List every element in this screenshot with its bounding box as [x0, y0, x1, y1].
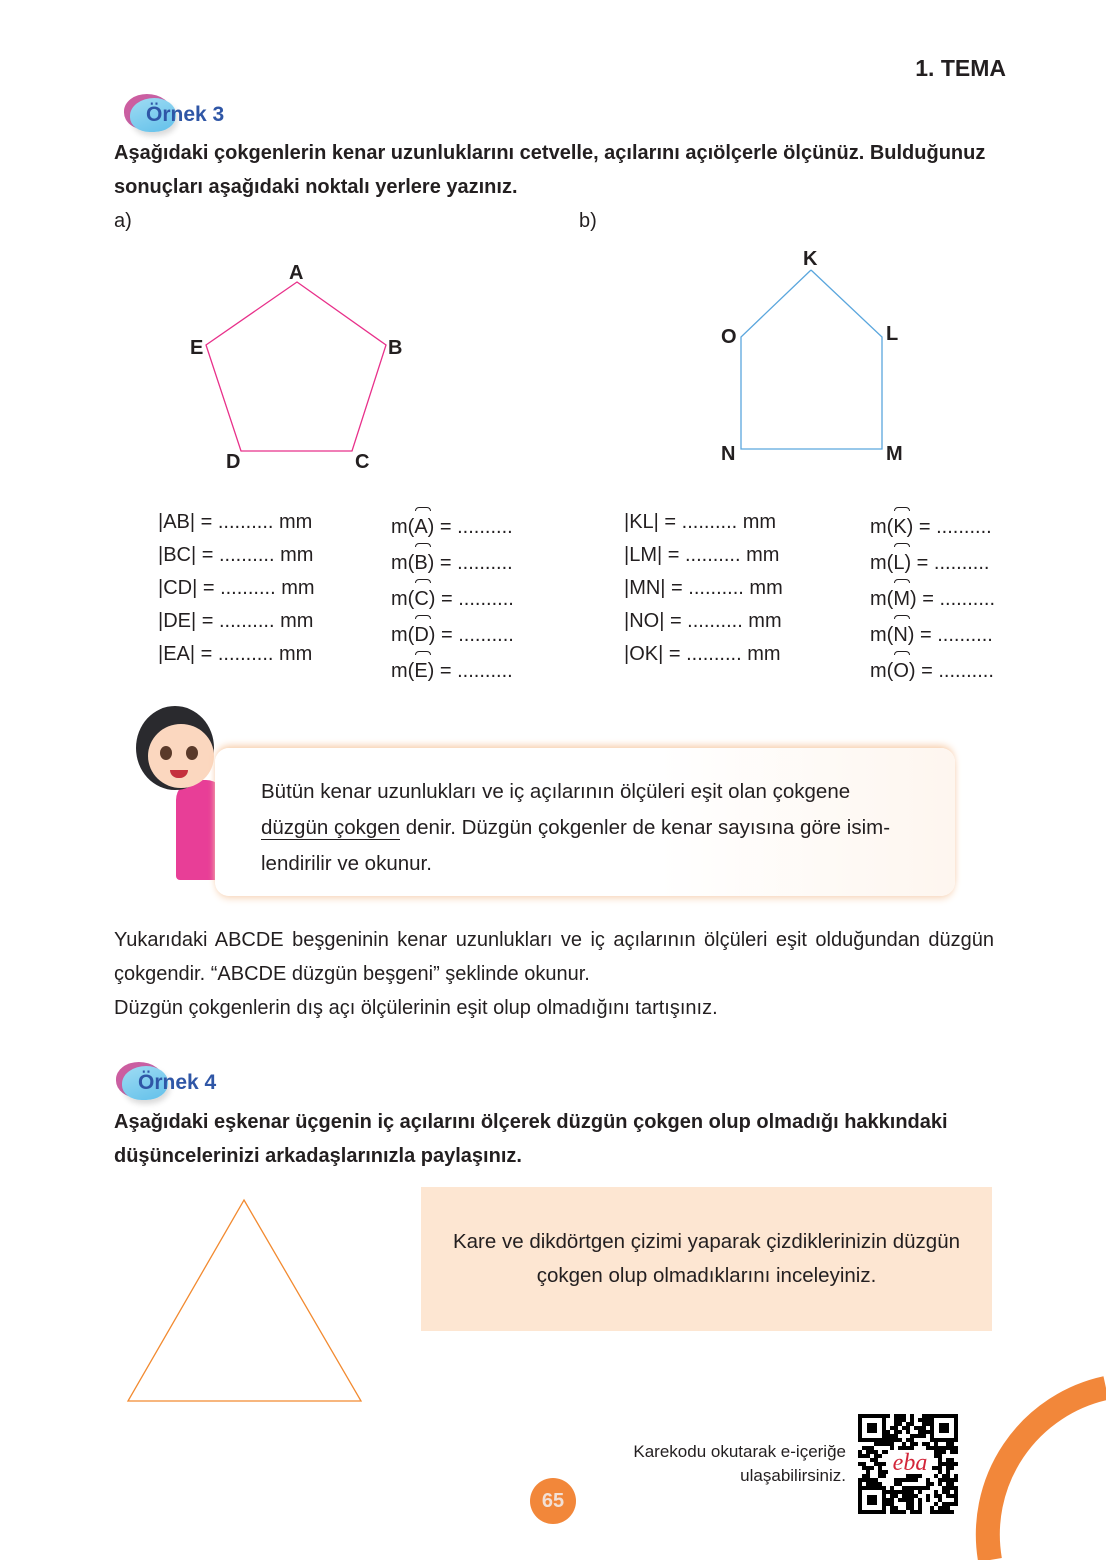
- qr-caption-line: Karekodu okutarak e-içeriğe: [633, 1442, 846, 1461]
- side-measure: |MN| = .......... mm: [624, 577, 783, 599]
- angle-vertex: M: [893, 580, 910, 616]
- example-3-title: Örnek 3: [146, 103, 225, 126]
- angle-vertex: A: [414, 508, 427, 544]
- equilateral-triangle: [0, 1190, 400, 1410]
- house-sides-list: [624, 506, 783, 671]
- side-measure: |KL| = .......... mm: [624, 511, 777, 533]
- part-b-label: b): [579, 210, 597, 232]
- part-a-label: a): [114, 210, 132, 232]
- page-number: 65: [530, 1478, 576, 1524]
- eba-logo: eba: [892, 1450, 928, 1476]
- vertex-C: C: [355, 451, 370, 473]
- pentagon-angles-list: [391, 508, 514, 688]
- angle-vertex: C: [414, 580, 428, 616]
- angle-vertex: D: [414, 616, 428, 652]
- example-4-title: Örnek 4: [138, 1071, 217, 1094]
- angle-vertex: K: [893, 508, 906, 544]
- side-measure: |CD| = .......... mm: [158, 577, 315, 599]
- callout-line: lendirilir ve okunur.: [261, 852, 432, 875]
- pentagon: [206, 282, 386, 451]
- side-measure: |BC| = .......... mm: [158, 544, 314, 566]
- vertex-K: K: [803, 248, 818, 270]
- angle-measure: m( E) = ..........: [391, 652, 514, 688]
- angle-vertex: N: [893, 616, 907, 652]
- vertex-A: A: [289, 262, 304, 284]
- side-measure: |EA| = .......... mm: [158, 643, 313, 665]
- theme-label: 1. TEMA: [915, 55, 1006, 81]
- vertex-B: B: [388, 337, 403, 359]
- qr-code[interactable]: [858, 1414, 960, 1514]
- side-measure: |NO| = .......... mm: [624, 610, 782, 632]
- angle-measure: m( O) = ..........: [870, 652, 995, 688]
- qr-caption-line: ulaşabilirsiniz.: [740, 1466, 846, 1485]
- angle-vertex: E: [414, 652, 427, 688]
- tip-box: Kare ve dikdörtgen çizimi yaparak çizdiklerinizin düzgün çokgen olup olmadıklarını inceleyiniz.: [421, 1187, 992, 1331]
- vertex-N: N: [721, 443, 736, 465]
- qr-caption: [633, 1440, 846, 1488]
- vertex-D: D: [226, 451, 241, 473]
- definition-callout: [215, 748, 955, 896]
- pentagon-sides-list: [158, 506, 315, 671]
- decorative-orange-arc: [960, 1360, 1106, 1560]
- term-regular-polygon: düzgün çokgen: [261, 816, 401, 839]
- explanation-paragraph: Yukarıdaki ABCDE beşgeninin kenar uzunlukları ve iç açılarının ölçüleri eşit olduğundan düzgün çokgendir. “ABCDE düzgün beşgeni” şeklinde okunur.: [114, 929, 994, 985]
- side-measure: |AB| = .......... mm: [158, 511, 313, 533]
- vertex-E: E: [190, 337, 204, 359]
- vertex-M: M: [886, 443, 903, 465]
- example-3-question: Aşağıdaki çokgenlerin kenar uzunluklarını cetvelle, açılarını açıölçerle ölçünüz. Bulduğunuz sonuçları aşağıdaki noktalı yerlere yazınız.: [114, 142, 986, 198]
- angle-measure: m( D) = ..........: [391, 616, 514, 652]
- angle-measure: m( A) = ..........: [391, 508, 514, 544]
- angle-measure: m( L) = ..........: [870, 544, 995, 580]
- angle-measure: m( M) = ..........: [870, 580, 995, 616]
- callout-line: Bütün kenar uzunlukları ve iç açılarının ölçüleri eşit olan çokgene: [261, 780, 851, 803]
- angle-vertex: B: [414, 544, 427, 580]
- angle-vertex: L: [893, 544, 904, 580]
- angle-measure: m( K) = ..........: [870, 508, 995, 544]
- angle-measure: m( C) = ..........: [391, 580, 514, 616]
- vertex-O: O: [721, 326, 737, 348]
- callout-line: denir. Düzgün çokgenler de kenar sayısına göre isim-: [400, 816, 891, 839]
- polygons-figure: [0, 0, 1106, 480]
- side-measure: |DE| = .......... mm: [158, 610, 314, 632]
- discussion-paragraph: Düzgün çokgenlerin dış açı ölçülerinin eşit olup olmadığını tartışınız.: [114, 997, 718, 1019]
- side-measure: |LM| = .......... mm: [624, 544, 780, 566]
- angle-vertex: O: [893, 652, 909, 688]
- side-measure: |OK| = .......... mm: [624, 643, 781, 665]
- example-4-question: Aşağıdaki eşkenar üçgenin iç açılarını ölçerek düzgün çokgen olup olmadığı hakkındaki düşüncelerinizi arkadaşlarınızla paylaşınız.: [114, 1111, 948, 1167]
- house-polygon: [741, 270, 882, 449]
- angle-measure: m( N) = ..........: [870, 616, 995, 652]
- angle-measure: m( B) = ..........: [391, 544, 514, 580]
- vertex-L: L: [886, 323, 899, 345]
- house-angles-list: [870, 508, 995, 688]
